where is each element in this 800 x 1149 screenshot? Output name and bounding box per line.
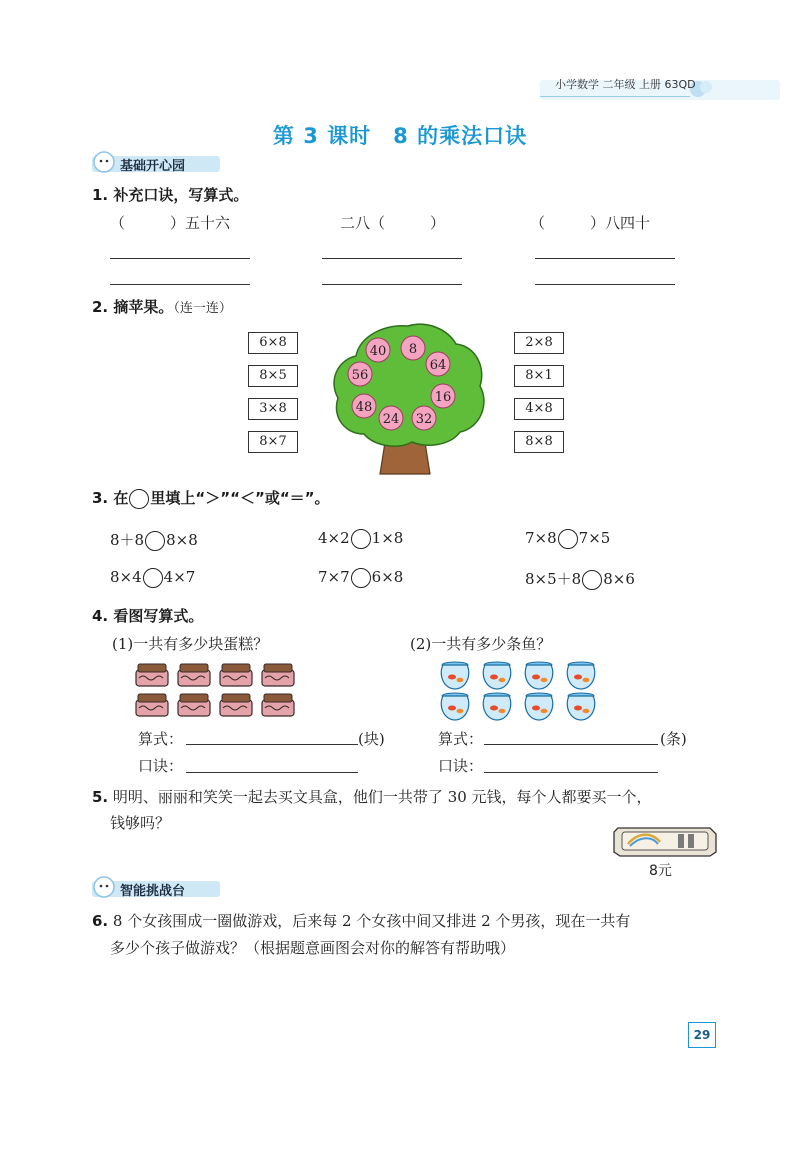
apple[interactable] [412, 406, 436, 430]
compare-item [110, 529, 198, 551]
bear-icon [94, 877, 114, 897]
apple[interactable] [352, 394, 376, 418]
compare-left: 4×2 [318, 529, 350, 547]
compare-item [525, 529, 610, 549]
compare-right: 6×8 [371, 568, 404, 586]
fishbowl-picture [436, 660, 606, 722]
compare-item [318, 529, 403, 549]
q3-prompt [92, 487, 330, 509]
formula-answer-line-1[interactable] [186, 744, 358, 745]
compare-right: 1×8 [371, 529, 404, 547]
section-title-basic: 基础开心园 [120, 159, 186, 174]
compare-blank[interactable] [145, 531, 165, 551]
q3-text: 在 [113, 489, 129, 507]
q3-number: 3. [92, 489, 109, 507]
compare-blank[interactable] [351, 568, 371, 588]
q1-item-1: （ ）五十六 [110, 214, 231, 232]
q4-text: 看图写算式。 [113, 607, 204, 625]
q1-item-2: 二八（ ） [340, 214, 446, 232]
fishbowl-icon [441, 693, 469, 720]
compare-right: 4×7 [163, 568, 196, 586]
page-number: 29 [688, 1022, 716, 1048]
compare-left: 7×7 [318, 568, 350, 586]
q6-number: 6. [92, 912, 109, 930]
page-title: 第 3 课时 8 的乘法口诀 [272, 124, 528, 148]
q6-line-1 [92, 910, 630, 931]
section-title-challenge: 智能挑战台 [120, 884, 186, 899]
apple-label: 64 [429, 358, 447, 373]
left-expression-box[interactable]: 8×7 [248, 431, 298, 453]
q1-answer-line[interactable] [110, 258, 250, 259]
cake-icon [262, 664, 294, 686]
apple[interactable] [431, 384, 455, 408]
right-expression-box[interactable]: 8×8 [514, 431, 564, 453]
fishbowl-icon [441, 662, 469, 689]
left-expression-box[interactable]: 3×8 [248, 398, 298, 420]
q5-number: 5. [92, 788, 109, 806]
circle-symbol-icon [129, 489, 149, 509]
rhyme-label-2: 口诀： [438, 757, 484, 775]
apple-label: 24 [382, 412, 400, 427]
compare-item [525, 568, 635, 590]
q6-text-1: 8 个女孩围成一圈做游戏，后来每 2 个女孩中间又排进 2 个男孩，现在一共有 [112, 912, 631, 930]
fishbowl-icon [567, 693, 595, 720]
price-label: 8元 [649, 863, 672, 879]
compare-blank[interactable] [558, 529, 578, 549]
rhyme-label-1: 口诀： [138, 757, 184, 775]
q4-part-1: (1)一共有多少块蛋糕？ [112, 635, 269, 653]
fishbowl-icon [567, 662, 595, 689]
right-expression-box[interactable]: 4×8 [514, 398, 564, 420]
fishbowl-icon [483, 662, 511, 689]
fishbowl-icon [525, 662, 553, 689]
q1-answer-line[interactable] [535, 258, 675, 259]
compare-right: 7×5 [578, 529, 611, 547]
right-expression-box[interactable]: 2×8 [514, 332, 564, 354]
pencil-case-icon [612, 822, 718, 860]
q4-prompt [92, 605, 203, 626]
apple-label: 40 [369, 344, 387, 359]
right-expression-box[interactable]: 8×1 [514, 365, 564, 387]
bear-icon [94, 152, 114, 172]
apple-label: 32 [415, 412, 433, 427]
compare-left: 7×8 [525, 529, 557, 547]
apple[interactable] [366, 338, 390, 362]
fishbowl-icon [483, 693, 511, 720]
q1-prompt [92, 184, 248, 205]
compare-left: 8＋8 [110, 531, 145, 549]
apple[interactable] [426, 352, 450, 376]
rhyme-answer-line-2[interactable] [484, 772, 658, 773]
cake-icon [136, 694, 168, 716]
q2-number: 2. [92, 298, 109, 316]
header-divider [540, 96, 690, 97]
apple-tree [328, 318, 488, 478]
compare-item [318, 568, 403, 588]
cake-icon [136, 664, 168, 686]
q1-item-3: （ ）八四十 [530, 214, 651, 232]
left-expression-box[interactable]: 8×5 [248, 365, 298, 387]
q5-line-1 [92, 786, 652, 807]
q1-number: 1. [92, 186, 109, 204]
q1-answer-line[interactable] [110, 284, 250, 285]
apple-label: 16 [434, 390, 452, 405]
cake-icon [178, 694, 210, 716]
unit-fish: (条) [660, 730, 687, 748]
unit-cake: (块) [358, 730, 385, 748]
compare-blank[interactable] [582, 570, 602, 590]
compare-right: 8×8 [166, 531, 198, 549]
q4-part-2: (2)一共有多少条鱼？ [410, 635, 552, 653]
fishbowl-icon [525, 693, 553, 720]
compare-blank[interactable] [351, 529, 371, 549]
apple[interactable] [401, 336, 425, 360]
q1-text: 补充口诀，写算式。 [113, 186, 249, 204]
left-expression-box[interactable]: 6×8 [248, 332, 298, 354]
compare-right: 8×6 [603, 570, 635, 588]
q1-answer-line[interactable] [322, 258, 462, 259]
formula-label-2: 算式： [438, 730, 484, 748]
q2-prompt [92, 296, 232, 317]
q6-text-2: 多少个孩子做游戏？（根据题意画图会对你的解答有帮助哦） [110, 939, 516, 957]
compare-left: 8×5＋8 [525, 570, 582, 588]
q1-answer-line[interactable] [322, 284, 462, 285]
q5-text-2: 钱够吗？ [110, 814, 171, 832]
apple[interactable] [348, 362, 372, 386]
q2-note: （连一连） [173, 301, 232, 316]
q2-text: 摘苹果。 [113, 298, 174, 316]
compare-left: 8×4 [110, 568, 142, 586]
cake-icon [220, 664, 252, 686]
compare-item [110, 568, 195, 588]
formula-label-1: 算式： [138, 730, 184, 748]
formula-answer-line-2[interactable] [484, 744, 658, 745]
apple-label: 56 [351, 368, 369, 383]
apple-label: 8 [408, 342, 418, 357]
cake-icon [262, 694, 294, 716]
compare-blank[interactable] [143, 568, 163, 588]
apple-label: 48 [355, 400, 373, 415]
cake-icon [220, 694, 252, 716]
rhyme-answer-line-1[interactable] [186, 772, 358, 773]
q5-text-1: 明明、丽丽和笑笑一起去买文具盒，他们一共带了 30 元钱，每个人都要买一个， [112, 788, 652, 806]
cake-icon [178, 664, 210, 686]
header-text: 小学数学 二年级 上册 63QD [555, 78, 696, 91]
q3-text-2: 里填上“＞”“＜”或“＝”。 [150, 489, 330, 507]
cake-picture [132, 660, 302, 720]
apple[interactable] [379, 406, 403, 430]
q4-number: 4. [92, 607, 109, 625]
q1-answer-line[interactable] [535, 284, 675, 285]
